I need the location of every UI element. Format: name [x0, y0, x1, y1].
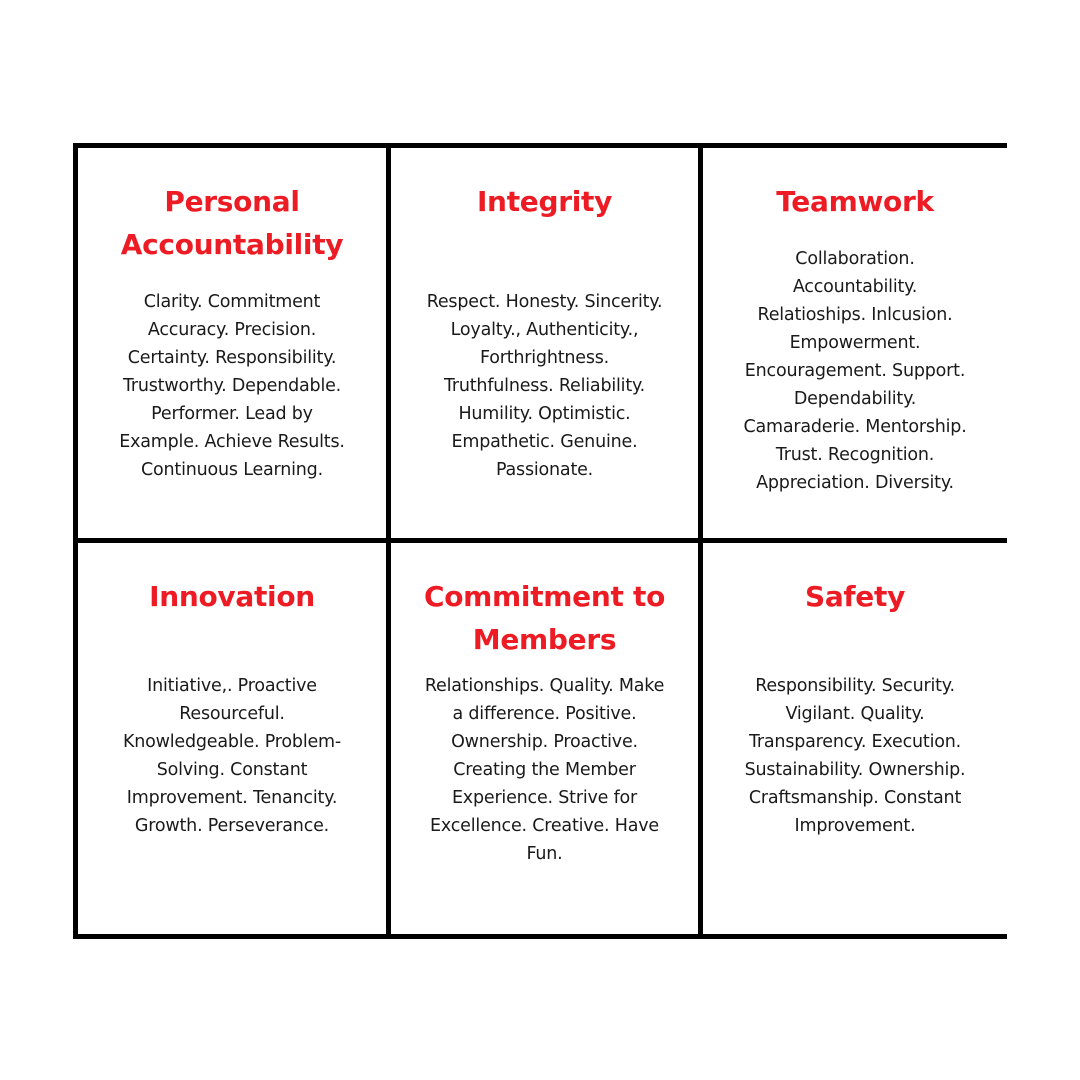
- description-line: Encouragement. Support.: [744, 361, 966, 381]
- title-line: Personal: [164, 185, 300, 218]
- cell-commitment-to-members: [391, 543, 698, 934]
- description-line: Clarity. Commitment: [143, 292, 321, 312]
- description-line: Certainty. Responsibility.: [127, 348, 337, 368]
- description-line: Humility. Optimistic.: [458, 404, 631, 424]
- description-line: Truthfulness. Reliability.: [443, 376, 646, 396]
- cell-description: [397, 288, 692, 484]
- description-line: Resourceful.: [179, 704, 285, 724]
- description-line: Growth. Perseverance.: [134, 816, 330, 836]
- description-line: Excellence. Creative. Have: [430, 816, 659, 836]
- cell-description: [395, 672, 694, 868]
- description-line: Vigilant. Quality.: [785, 704, 925, 724]
- description-line: Passionate.: [495, 460, 594, 480]
- title-line: Safety: [804, 580, 906, 613]
- description-line: Experience. Strive for: [451, 788, 638, 808]
- description-line: Transparency. Execution.: [749, 732, 961, 752]
- description-line: Loyalty., Authenticity.,: [450, 320, 639, 340]
- title-line: Accountability: [120, 228, 344, 261]
- cell-title: [391, 180, 698, 223]
- description-line: Accountability.: [792, 277, 918, 297]
- cell-title: [78, 180, 386, 266]
- description-line: a difference. Positive.: [452, 704, 637, 724]
- description-line: Responsibility. Security.: [755, 676, 955, 696]
- cell-safety: [703, 543, 1007, 934]
- cell-innovation: [78, 543, 386, 934]
- description-line: Respect. Honesty. Sincerity.: [426, 292, 663, 312]
- description-line: Empathetic. Genuine.: [451, 432, 638, 452]
- description-line: Ownership. Proactive.: [451, 732, 638, 752]
- cell-integrity: [391, 148, 698, 538]
- description-line: Relationships. Quality. Make: [424, 676, 665, 696]
- description-line: Craftsmanship. Constant: [748, 788, 962, 808]
- description-line: Solving. Constant: [156, 760, 308, 780]
- cell-title: [391, 575, 698, 661]
- cell-personal-accountability: [78, 148, 386, 538]
- cell-description: [90, 288, 374, 484]
- description-line: Collaboration.: [795, 249, 915, 269]
- cell-title: [703, 180, 1007, 223]
- title-line: Commitment to: [423, 580, 666, 613]
- title-line: Innovation: [149, 580, 315, 613]
- description-line: Trustworthy. Dependable.: [122, 376, 342, 396]
- description-line: Creating the Member: [453, 760, 636, 780]
- description-line: Relatioships. Inlcusion.: [757, 305, 953, 325]
- values-grid: [73, 143, 1007, 939]
- description-line: Appreciation. Diversity.: [756, 473, 954, 493]
- description-line: Improvement.: [794, 816, 916, 836]
- description-line: Improvement. Tenancity.: [126, 788, 338, 808]
- description-line: Dependability.: [793, 389, 917, 409]
- description-line: Camaraderie. Mentorship.: [743, 417, 967, 437]
- description-line: Example. Achieve Results.: [119, 432, 345, 452]
- cell-description: [90, 672, 374, 840]
- description-line: Performer. Lead by: [151, 404, 313, 424]
- description-line: Continuous Learning.: [141, 460, 323, 480]
- description-line: Initiative,. Proactive: [147, 676, 317, 696]
- cell-description: [709, 245, 1001, 497]
- cell-description: [709, 672, 1001, 840]
- description-line: Accuracy. Precision.: [147, 320, 317, 340]
- description-line: Trust. Recognition.: [775, 445, 935, 465]
- title-line: Integrity: [476, 185, 613, 218]
- description-line: Fun.: [526, 844, 563, 864]
- title-line: Members: [472, 623, 617, 656]
- cell-title: [78, 575, 386, 618]
- description-line: Forthrightness.: [479, 348, 610, 368]
- description-line: Empowerment.: [789, 333, 921, 353]
- cell-teamwork: [703, 148, 1007, 538]
- description-line: Sustainability. Ownership.: [744, 760, 966, 780]
- cell-title: [703, 575, 1007, 618]
- description-line: Knowledgeable. Problem-: [122, 732, 342, 752]
- title-line: Teamwork: [776, 185, 934, 218]
